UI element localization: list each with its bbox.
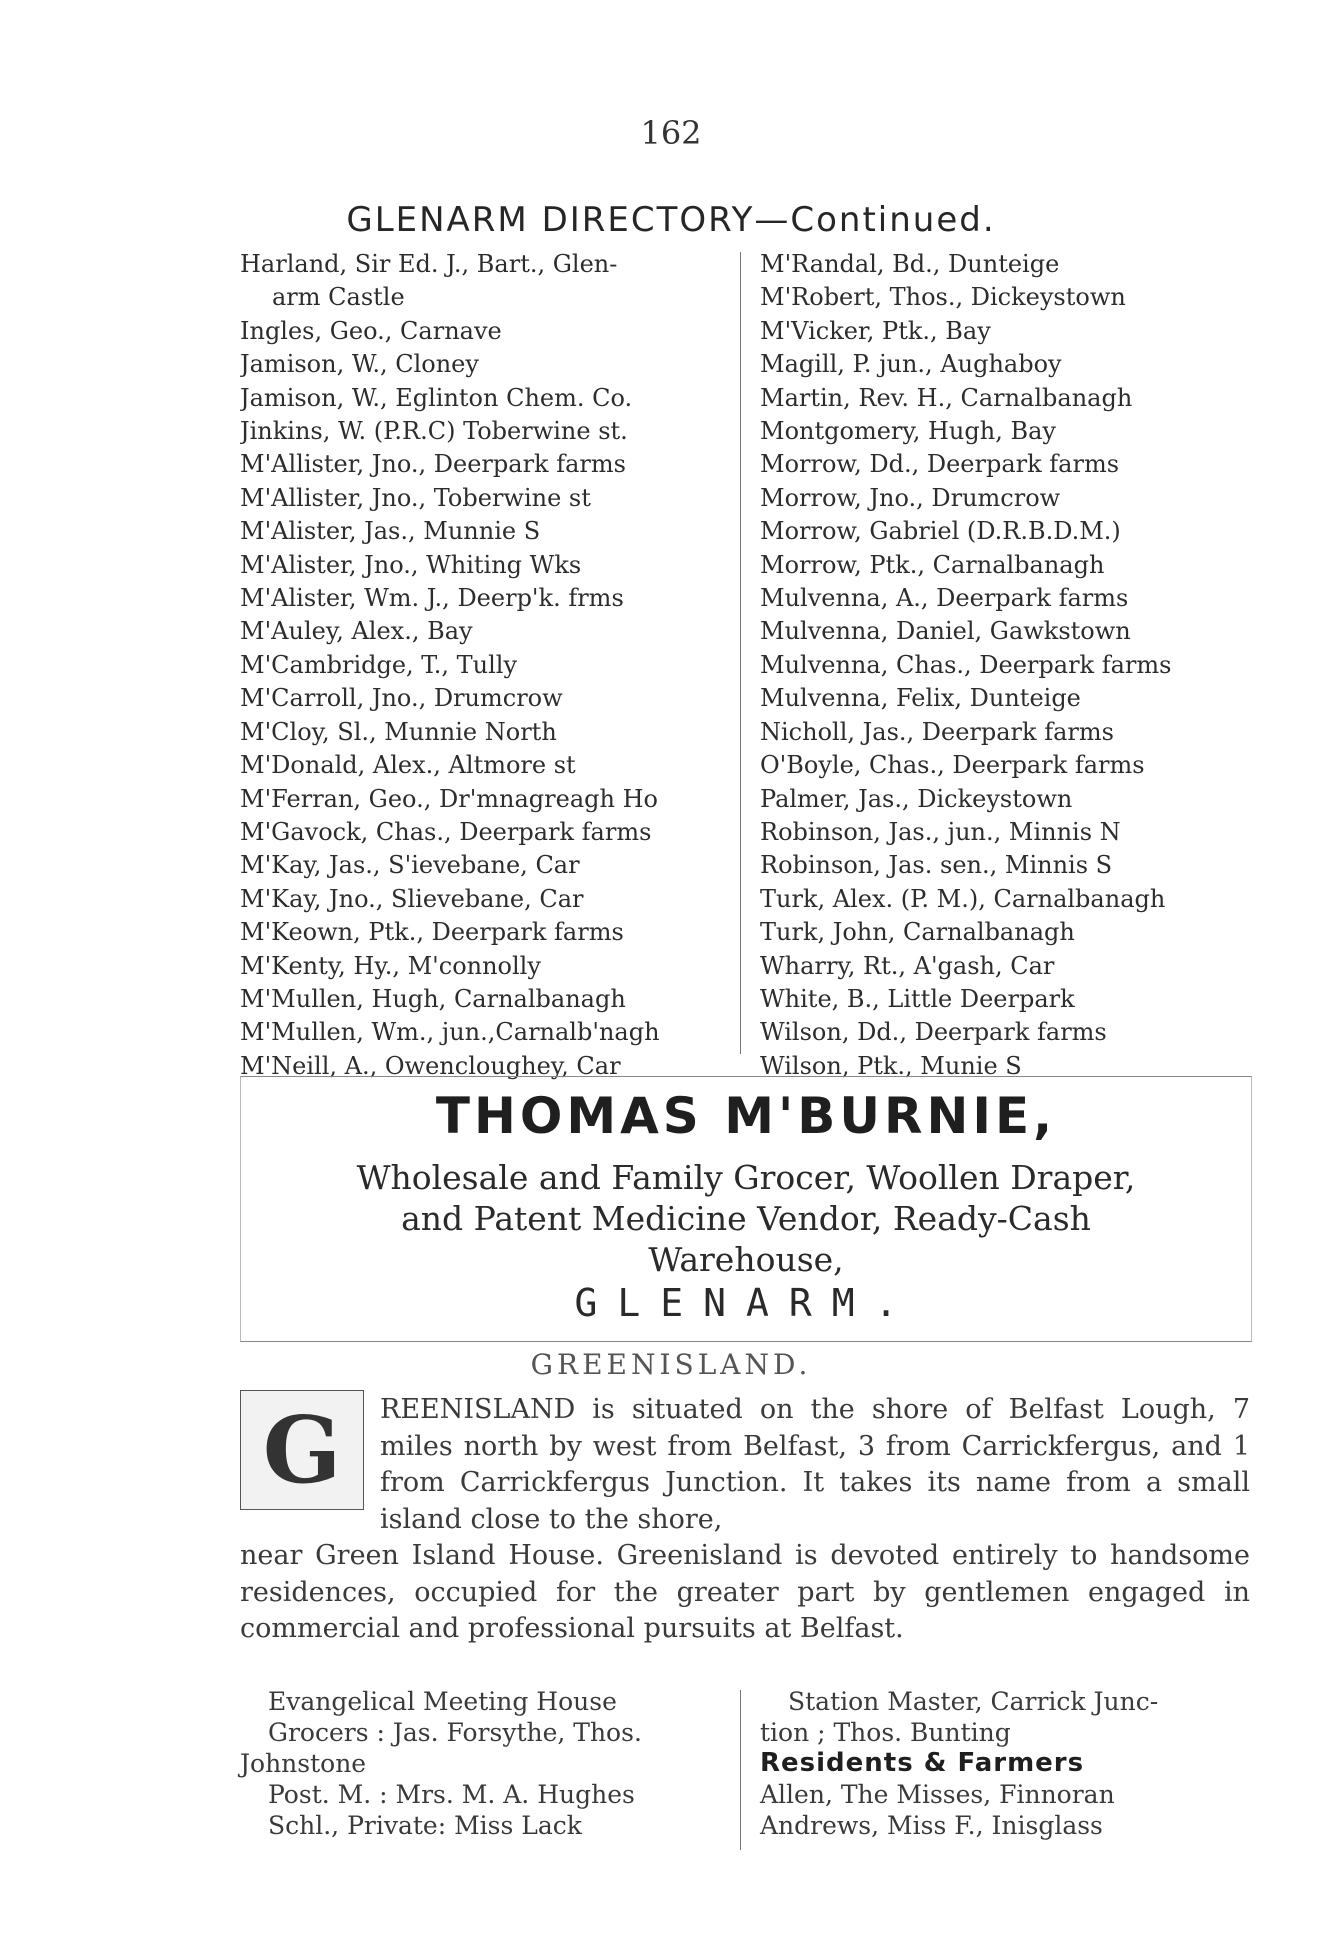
page-title: GLENARM DIRECTORY—Continued. (346, 200, 996, 240)
list-item: M'Gavock, Chas., Deerpark farms (240, 817, 652, 846)
list-item: M'Ferran, Geo., Dr'mnagreagh Ho (240, 784, 658, 813)
list-item: M'Auley, Alex., Bay (240, 617, 473, 646)
list-item: Jamison, W., Eglinton Chem. Co. (240, 383, 633, 412)
list-item: Ingles, Geo., Carnave (240, 316, 502, 345)
greenisland-right-column (760, 1686, 1260, 1841)
list-item: Allen, The Misses, Finnoran (760, 1780, 1115, 1809)
page-number: 162 (640, 114, 702, 152)
list-item: M'Alister, Jas., Munnie S (240, 517, 541, 546)
advertisement-town: GLENARM. (574, 1281, 918, 1325)
residents-heading: Residents & Farmers (760, 1748, 1085, 1778)
list-item: M'Mullen, Wm., jun.,Carnalb'nagh (240, 1018, 660, 1047)
list-item: M'Carroll, Jno., Drumcrow (240, 684, 563, 713)
list-item: Jinkins, W. (P.R.C) Toberwine st. (240, 417, 628, 446)
list-item: tion ; Thos. Bunting (760, 1718, 1011, 1747)
list-item: Robinson, Jas., jun., Minnis N (760, 817, 1121, 846)
list-item: M'Kay, Jas., S'ievebane, Car (240, 851, 580, 880)
greenisland-left-column (240, 1686, 720, 1841)
list-item: M'Alister, Jno., Whiting Wks (240, 550, 582, 579)
directory-right-column (760, 248, 1260, 1083)
list-item: M'Keown, Ptk., Deerpark farms (240, 918, 624, 947)
drop-cap-ornament (240, 1390, 364, 1510)
list-item: M'Mullen, Hugh, Carnalbanagh (240, 984, 626, 1013)
list-item: Wharry, Rt., A'gash, Car (760, 951, 1055, 980)
list-item: M'Neill, A., Owencloughey, Car (240, 1051, 621, 1080)
drop-cap-letter: G (262, 1396, 342, 1504)
section-paragraph: REENISLAND is situated on the shore of Belfast Lough, 7 miles north by west from Belfast, 3 from Carrickfergus, and 1 from Carrickfergus Junction. It takes its name from a small island close to the shore, (380, 1394, 1250, 1535)
list-item: Turk, Alex. (P. M.), Carnalbanagh (760, 884, 1166, 913)
section-paragraph-continued: near Green Island House. Greenisland is devoted entirely to handsome residences, occupied for the greater part by gentlemen engaged in commercial and professional pursuits at Belfast. (240, 1540, 1250, 1645)
list-item: Nicholl, Jas., Deerpark farms (760, 717, 1114, 746)
list-item: Mulvenna, Chas., Deerpark farms (760, 650, 1172, 679)
list-item: M'Kenty, Hy., M'connolly (240, 951, 541, 980)
list-item: arm Castle (272, 283, 405, 312)
advertisement-description (241, 1157, 1251, 1280)
list-item: White, B., Little Deerpark (760, 984, 1075, 1013)
list-item: M'Donald, Alex., Altmore st (240, 751, 576, 780)
list-item: Morrow, Gabriel (D.R.B.D.M.) (760, 517, 1121, 546)
list-item: Morrow, Ptk., Carnalbanagh (760, 550, 1105, 579)
list-item: Evangelical Meeting House (268, 1687, 617, 1716)
list-item: M'Alister, Wm. J., Deerp'k. frms (240, 584, 624, 613)
ad-line: and Patent Medicine Vendor, Ready-Cash (401, 1199, 1091, 1238)
advertisement-box (240, 1076, 1252, 1342)
list-item: Mulvenna, Daniel, Gawkstown (760, 617, 1131, 646)
list-item: M'Kay, Jno., Slievebane, Car (240, 884, 584, 913)
ad-line: Wholesale and Family Grocer, Woollen Draper, (356, 1158, 1136, 1197)
list-item: M'Cambridge, T., Tully (240, 650, 518, 679)
list-item: Mulvenna, Felix, Dunteige (760, 684, 1081, 713)
column-divider (740, 1690, 741, 1850)
list-item: Morrow, Dd., Deerpark farms (760, 450, 1120, 479)
list-item: Palmer, Jas., Dickeystown (760, 784, 1073, 813)
ad-line: Warehouse, (648, 1240, 844, 1279)
list-item: Turk, John, Carnalbanagh (760, 918, 1075, 947)
list-item: Robinson, Jas. sen., Minnis S (760, 851, 1113, 880)
list-item: Harland, Sir Ed. J., Bart., Glen- (240, 250, 618, 278)
column-divider (740, 252, 741, 1054)
list-item: Montgomery, Hugh, Bay (760, 417, 1056, 446)
list-item: M'Allister, Jno., Toberwine st (240, 483, 591, 512)
list-item: M'Robert, Thos., Dickeystown (760, 283, 1126, 312)
section-heading: GREENISLAND. (530, 1348, 812, 1381)
list-item: M'Vicker, Ptk., Bay (760, 316, 991, 345)
list-item: Jamison, W., Cloney (240, 350, 479, 379)
list-item: Morrow, Jno., Drumcrow (760, 483, 1061, 512)
list-item: Johnstone (240, 1749, 367, 1778)
list-item: M'Cloy, Sl., Munnie North (240, 717, 557, 746)
advertiser-name: THOMAS M'BURNIE, (435, 1087, 1057, 1145)
list-item: Andrews, Miss F., Inisglass (760, 1811, 1103, 1840)
list-item: Wilson, Dd., Deerpark farms (760, 1018, 1107, 1047)
list-item: M'Randal, Bd., Dunteige (760, 250, 1060, 278)
list-item: Post. M. : Mrs. M. A. Hughes (268, 1780, 635, 1809)
list-item: Martin, Rev. H., Carnalbanagh (760, 383, 1133, 412)
list-item: Magill, P. jun., Aughaboy (760, 350, 1062, 379)
list-item: Grocers : Jas. Forsythe, Thos. (268, 1718, 642, 1747)
list-item: O'Boyle, Chas., Deerpark farms (760, 751, 1145, 780)
list-item: Mulvenna, A., Deerpark farms (760, 584, 1129, 613)
list-item: M'Allister, Jno., Deerpark farms (240, 450, 626, 479)
list-item: Wilson, Ptk., Munie S (760, 1051, 1022, 1080)
list-item: Station Master, Carrick Junc- (788, 1687, 1159, 1716)
list-item: Schl., Private: Miss Lack (268, 1811, 582, 1840)
directory-left-column (240, 248, 726, 1083)
